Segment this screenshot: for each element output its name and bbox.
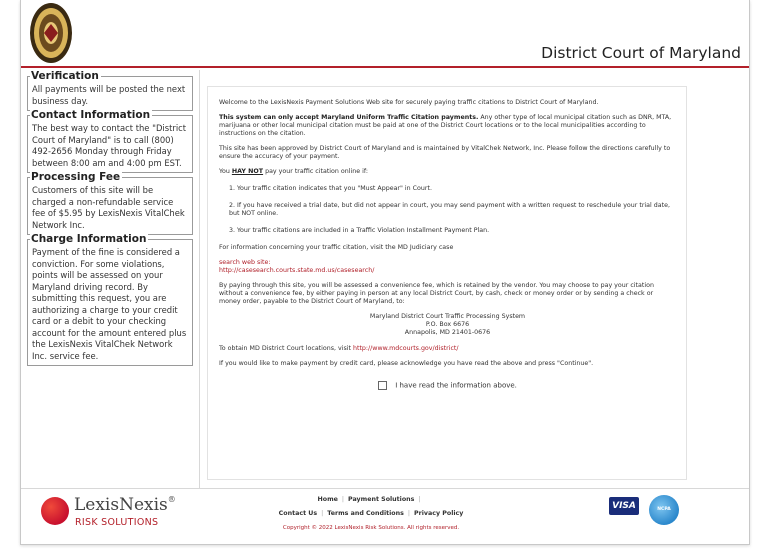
- verification-title: Verification: [31, 70, 99, 82]
- contact-information-text: The best way to contact the "District Court of Maryland" is to call (800) 492-2656 Monday through Friday between 8:00 am and 4:00 pm EST.: [32, 123, 187, 168]
- footer-links: [261, 493, 481, 531]
- address-line: Annapolis, MD 21401-0676: [404, 329, 491, 336]
- verification-text: All payments will be posted the next business day.: [32, 84, 186, 106]
- footer-link-terms[interactable]: Terms and Conditions: [327, 510, 404, 517]
- site-header: [21, 0, 749, 68]
- search-label: search web site:: [219, 259, 271, 266]
- link-separator: |: [407, 510, 410, 517]
- processing-fee-title: Processing Fee: [31, 171, 121, 183]
- footer-link-payment-solutions[interactable]: Payment Solutions: [348, 496, 415, 503]
- page-frame: [20, 0, 750, 545]
- acknowledge-label[interactable]: I have read the information above.: [395, 381, 517, 390]
- column-divider: [199, 70, 200, 488]
- footer-link-privacy[interactable]: Privacy Policy: [413, 510, 464, 517]
- may-not-intro: [219, 168, 676, 176]
- processing-fee-box: [27, 171, 193, 235]
- copyright-text: Copyright © 2022 LexisNexis Risk Solutions. All rights reserved.: [282, 525, 460, 531]
- address-line: P.O. Box 6676: [425, 321, 470, 328]
- may-not-emphasis: HAY NOT: [231, 168, 264, 175]
- locations-text: [219, 345, 676, 353]
- address-line: Maryland District Court Traffic Processing System: [369, 313, 526, 320]
- convenience-fee-text: By paying through this site, you will be assessed a convenience fee, which is retained by the vendor. You may choose to pay your citation without a convenience fee, by either paying in person at any local District Court, by cash, check or money order or by sending a check or money order, payable to the District Court of Maryland, to:: [219, 282, 654, 305]
- contact-information-box: [27, 109, 193, 173]
- case-search-block: [219, 259, 676, 275]
- restriction-item: 1. Your traffic citation indicates that you "Must Appear" in Court.: [229, 185, 432, 192]
- charge-information-title: Charge Information: [31, 233, 147, 245]
- case-search-link[interactable]: http://casesearch.courts.state.md.us/casesearch/: [219, 267, 375, 274]
- site-title: District Court of Maryland: [541, 44, 741, 62]
- accept-notice-rest: Any other type of local municipal citation such as DNR, MTA, marijuana or other local municipal citation must be paid at one of the District Court locations or to the local municipalities according to instructions on the citation.: [219, 114, 672, 137]
- logo-name-text: LexisNexis: [74, 495, 168, 515]
- logo-registered-mark: ®: [167, 495, 176, 504]
- mailing-address: [219, 313, 676, 337]
- lexisnexis-logo-name: [74, 495, 176, 515]
- court-seal-logo: [29, 2, 73, 64]
- footer-link-home[interactable]: Home: [317, 496, 338, 503]
- approval-text: This site has been approved by District Court of Maryland and is maintained by VitalChek Network, Inc. Please follow the directions carefully to ensure the accuracy of your payment.: [219, 145, 671, 160]
- charge-information-box: [27, 233, 193, 366]
- link-separator: |: [321, 510, 324, 517]
- charge-information-text: Payment of the fine is considered a conviction. For some violations, points will be assessed on your Maryland driving record. By submitting this request, you are authorizing a charge to your credit card or a debit to your checking account for the amount entered plus the LexisNexis VitalChek Network Inc. service fee.: [32, 247, 187, 361]
- verification-box: [27, 70, 193, 111]
- credit-card-text: If you would like to make payment by credit card, please acknowledge you have read the above and press "Continue".: [219, 360, 594, 367]
- accept-notice-bold: This system can only accept Maryland Uniform Traffic Citation payments.: [219, 114, 479, 121]
- restriction-item: 2. If you have received a trial date, but did not appear in court, you may send payment with a written request to reschedule your trial date, but NOT online.: [229, 202, 670, 217]
- welcome-text: Welcome to the LexisNexis Payment Solutions Web site for securely paying traffic citations to District Court of Maryland.: [219, 99, 599, 106]
- site-footer: [21, 488, 749, 544]
- accept-notice: [219, 114, 676, 138]
- case-info-text: For information concerning your traffic citation, visit the MD Judiciary case: [219, 244, 454, 251]
- lexisnexis-logo-subtitle: RISK SOLUTIONS: [75, 517, 159, 528]
- acknowledge-row: [219, 375, 676, 394]
- link-separator: |: [418, 496, 421, 503]
- restriction-item: 3. Your traffic citations are included in a Traffic Violation Installment Payment Plan.: [229, 227, 490, 234]
- district-locations-link[interactable]: http://www.mdcourts.gov/district/: [353, 345, 459, 352]
- footer-link-contact-us[interactable]: Contact Us: [278, 510, 318, 517]
- processing-fee-text: Customers of this site will be charged a non-refundable service fee of $5.95 by LexisNexis VitalChek Network Inc.: [32, 185, 185, 230]
- may-not-pre: You: [219, 168, 232, 175]
- lexisnexis-logo-icon: [41, 497, 69, 525]
- may-not-post: pay your traffic citation online if:: [263, 168, 368, 175]
- footer-links-row-2: [261, 507, 481, 521]
- restriction-list: [229, 185, 676, 235]
- ncpa-badge-icon: NCPA: [649, 495, 679, 525]
- visa-logo-icon: VISA: [609, 497, 639, 515]
- contact-information-title: Contact Information: [31, 109, 151, 121]
- link-separator: |: [341, 496, 345, 503]
- footer-links-row-1: [261, 493, 481, 507]
- locations-pre: To obtain MD District Court locations, visit: [219, 345, 353, 352]
- acknowledge-checkbox[interactable]: [378, 381, 387, 390]
- lexisnexis-logo: [41, 495, 191, 531]
- sidebar: [27, 70, 193, 370]
- main-content: [207, 86, 687, 480]
